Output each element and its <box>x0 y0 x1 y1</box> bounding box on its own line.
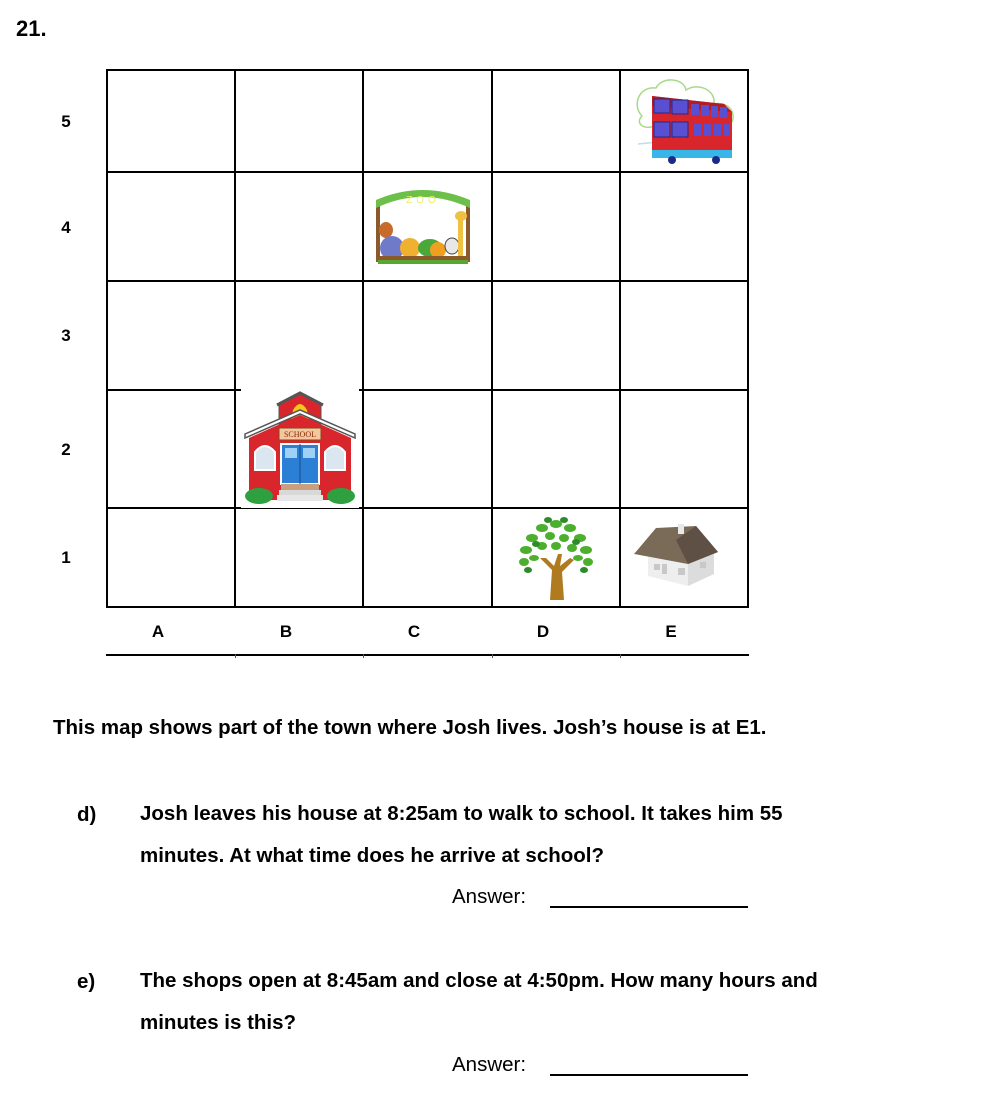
cell-D2 <box>492 390 620 508</box>
col-label-D: D <box>536 622 550 641</box>
col-label-E: E <box>665 622 677 641</box>
double-decker-bus-icon <box>628 76 740 166</box>
cell-C5 <box>363 70 491 172</box>
col-label-C: C <box>407 622 421 641</box>
cell-D4 <box>492 172 620 281</box>
zoo-sign-text: ZOO <box>406 195 440 206</box>
cell-C3 <box>363 281 491 390</box>
axis-tick <box>620 654 621 658</box>
school-building-icon <box>241 388 359 508</box>
cell-B1 <box>235 508 363 607</box>
col-label-B: B <box>279 622 293 641</box>
cell-E2 <box>620 390 748 508</box>
part-e-answer-field[interactable] <box>550 1074 748 1076</box>
part-e-letter: e) <box>77 970 96 993</box>
cell-B3 <box>235 281 363 390</box>
cell-A3 <box>107 281 235 390</box>
cell-D3 <box>492 281 620 390</box>
axis-tick <box>235 654 236 658</box>
tree-icon <box>514 514 598 602</box>
column-labels-underline <box>106 654 749 656</box>
cell-A5 <box>107 70 235 172</box>
part-d-letter: d) <box>77 803 97 826</box>
cell-A2 <box>107 390 235 508</box>
row-label-2: 2 <box>61 440 71 459</box>
cell-B5 <box>235 70 363 172</box>
axis-tick <box>492 654 493 658</box>
cell-C2 <box>363 390 491 508</box>
col-label-A: A <box>151 622 165 641</box>
row-label-1: 1 <box>61 548 71 567</box>
part-d-answer-label: Answer: <box>452 885 527 908</box>
part-d-answer-field[interactable] <box>550 906 748 908</box>
row-label-4: 4 <box>61 218 71 237</box>
part-e-question: The shops open at 8:45am and close at 4:50pm. How many hours and minutes is this? <box>140 969 818 1034</box>
cell-E4 <box>620 172 748 281</box>
cell-A1 <box>107 508 235 607</box>
row-label-5: 5 <box>61 112 71 131</box>
part-e-answer-label: Answer: <box>452 1053 527 1076</box>
intro-text: This map shows part of the town where Josh lives. Josh’s house is at E1. <box>53 716 767 739</box>
zoo-gate-icon <box>372 186 476 270</box>
row-label-3: 3 <box>61 326 71 345</box>
school-sign-text: SCHOOL <box>283 430 317 439</box>
part-d-question: Josh leaves his house at 8:25am to walk to school. It takes him 55 minutes. At what time does he arrive at school? <box>140 802 783 867</box>
cell-C1 <box>363 508 491 607</box>
house-icon <box>634 524 720 588</box>
question-number: 21. <box>16 16 47 41</box>
cell-A4 <box>107 172 235 281</box>
cell-E3 <box>620 281 748 390</box>
axis-tick <box>363 654 364 658</box>
cell-D5 <box>492 70 620 172</box>
cell-B4 <box>235 172 363 281</box>
